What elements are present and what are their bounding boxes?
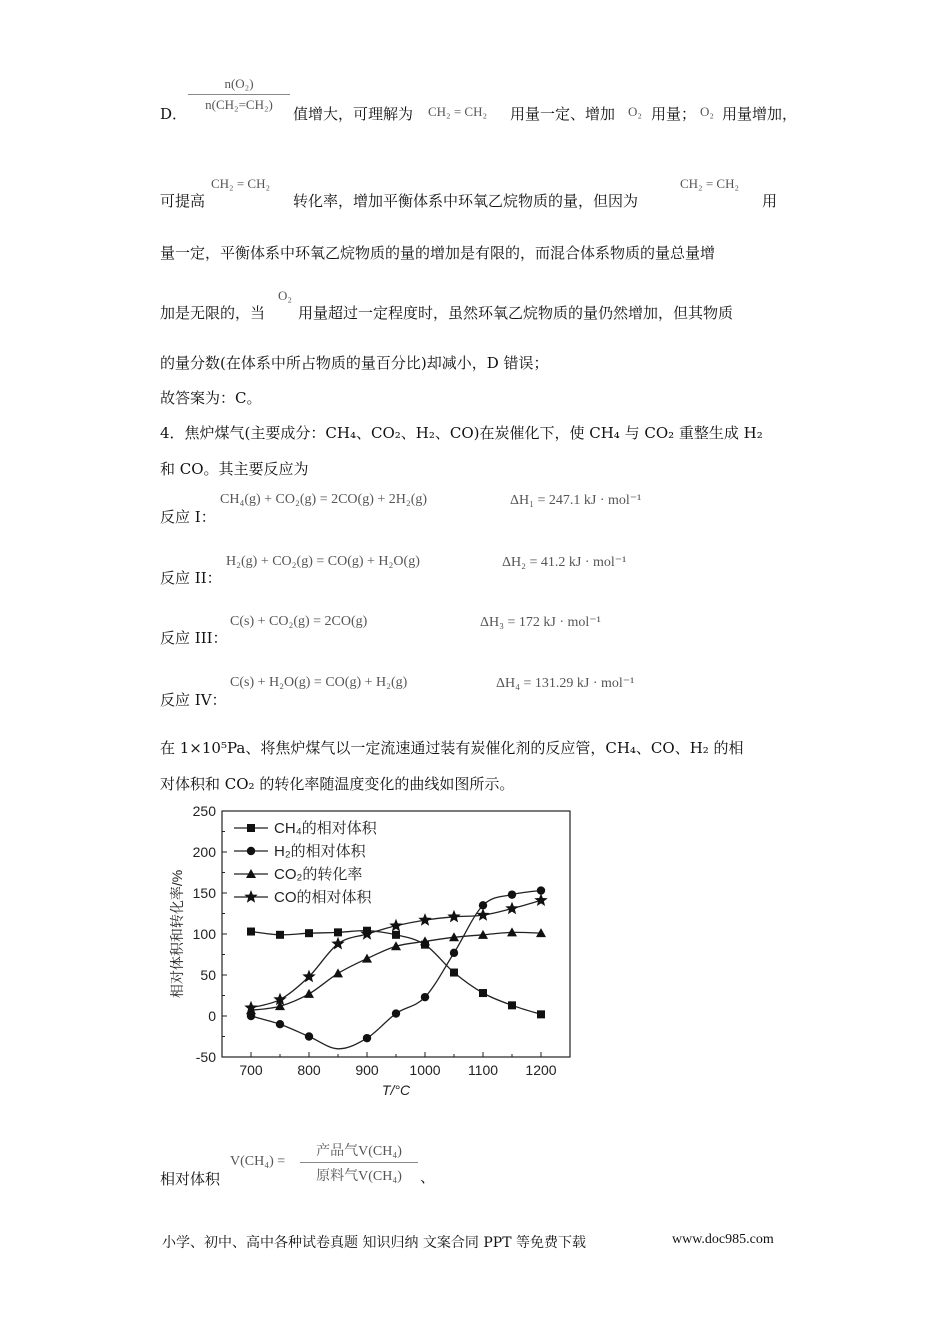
option-d-text: 用量一定、增加 xyxy=(510,105,616,123)
fraction-numerator: 产品气V(CH₄) xyxy=(316,1144,402,1159)
data-point-star xyxy=(447,910,460,923)
legend-label: CO的相对体积 xyxy=(274,889,372,906)
data-point-circle xyxy=(363,1034,371,1042)
condition-text: 在 1×10⁵Pa、将焦炉煤气以一定流速通过装有炭催化剂的反应管，CH₄、CO、H₂ 的相 xyxy=(160,739,744,757)
legend-label: CO₂的转化率 xyxy=(274,866,363,883)
fraction-denominator: n(CH₂=CH₂) xyxy=(205,97,273,112)
question-4-stem: 和 CO。其主要反应为 xyxy=(160,460,309,478)
reaction-2-label: 反应 II： xyxy=(160,569,222,587)
formula-o2: O₂ xyxy=(700,104,714,119)
reaction-1-equation: CH₄(g) + CO₂(g) = 2CO(g) + 2H₂(g) xyxy=(220,492,428,507)
legend-marker-circle xyxy=(247,847,255,855)
formula-ethylene: CH₂ = CH₂ xyxy=(211,176,271,191)
option-d-text: 加是无限的，当 xyxy=(160,304,266,322)
reaction-4-enthalpy: ΔH₄ = 131.29 kJ · mol⁻¹ xyxy=(496,676,635,691)
option-d-text: 的量分数(在体系中所占物质的量百分比)却减小，D 错误； xyxy=(160,354,549,372)
formula-o2: O₂ xyxy=(628,104,642,119)
legend-marker-star xyxy=(244,890,257,903)
definition-lhs: V(CH₄) = xyxy=(230,1154,286,1169)
reaction-1-enthalpy: ΔH₁ = 247.1 kJ · mol⁻¹ xyxy=(510,493,642,508)
series-line-3 xyxy=(251,900,541,1007)
data-point-square xyxy=(508,1001,516,1009)
data-point-circle xyxy=(392,1009,400,1017)
data-point-star xyxy=(505,902,518,915)
data-point-star xyxy=(389,919,402,932)
reaction-3-equation: C(s) + CO₂(g) = 2CO(g) xyxy=(230,614,368,629)
fraction-numerator: n(O₂) xyxy=(224,76,254,91)
data-point-square xyxy=(450,969,458,977)
answer-text: 故答案为：C。 xyxy=(160,389,262,407)
data-point-star xyxy=(360,927,373,940)
data-point-circle xyxy=(508,890,516,898)
data-point-triangle xyxy=(362,954,372,963)
x-tick-label: 800 xyxy=(297,1062,321,1078)
fraction-denominator: 原料气V(CH₄) xyxy=(316,1169,402,1184)
y-tick-label: 0 xyxy=(208,1008,216,1024)
legend-label: H₂的相对体积 xyxy=(274,843,366,860)
y-tick-label: 250 xyxy=(192,803,216,819)
y-tick-label: 150 xyxy=(192,885,216,901)
reaction-2-enthalpy: ΔH₂ = 41.2 kJ · mol⁻¹ xyxy=(502,555,627,570)
legend-label: CH₄的相对体积 xyxy=(274,820,377,837)
reaction-4-label: 反应 IV： xyxy=(160,691,227,709)
data-point-circle xyxy=(305,1032,313,1040)
y-tick-label: 200 xyxy=(192,844,216,860)
data-point-square xyxy=(392,931,400,939)
temperature-chart xyxy=(160,800,580,1100)
y-tick-label: 100 xyxy=(192,926,216,942)
footer-site-link[interactable]: www.doc985.com xyxy=(672,1232,774,1247)
option-d-text: 量一定，平衡体系中环氧乙烷物质的量的增加是有限的，而混合体系物质的量总量增 xyxy=(160,244,716,262)
formula-o2: O₂ xyxy=(278,288,292,303)
reaction-3-label: 反应 III： xyxy=(160,629,228,647)
data-point-square xyxy=(247,928,255,936)
data-point-circle xyxy=(276,1020,284,1028)
option-d-text: 用量超过一定程度时，虽然环氧乙烷物质的量仍然增加，但其物质 xyxy=(298,304,734,322)
x-tick-label: 1000 xyxy=(409,1062,441,1078)
data-point-circle xyxy=(450,949,458,957)
data-point-circle xyxy=(421,993,429,1001)
condition-text: 对体积和 CO₂ 的转化率随温度变化的曲线如图所示。 xyxy=(160,775,515,793)
option-d-label: D． xyxy=(160,105,188,123)
reaction-4-equation: C(s) + H₂O(g) = CO(g) + H₂(g) xyxy=(230,675,408,690)
y-axis-label: 相对体积和转化率/% xyxy=(169,869,185,999)
formula-ethylene: CH₂ = CH₂ xyxy=(428,104,488,119)
x-axis-label: T/°C xyxy=(381,1082,411,1098)
option-d-text: 用量增加， xyxy=(722,105,798,123)
data-point-square xyxy=(305,929,313,937)
option-d-text: 可提高 xyxy=(160,192,206,210)
legend-marker-square xyxy=(247,824,255,832)
question-4-stem: 4．焦炉煤气(主要成分：CH₄、CO₂、H₂、CO)在炭催化下，使 CH₄ 与 CO₂ 重整生成 H₂ xyxy=(160,424,763,442)
y-tick-label: -50 xyxy=(195,1049,216,1065)
relative-volume-fraction xyxy=(300,1140,418,1185)
option-d-text: 值增大，可理解为 xyxy=(293,105,414,123)
x-tick-label: 1200 xyxy=(525,1062,557,1078)
option-d-text: 转化率，增加平衡体系中环氧乙烷物质的量，但因为 xyxy=(293,192,639,210)
definition-label: 相对体积 xyxy=(160,1170,221,1188)
x-tick-label: 900 xyxy=(355,1062,379,1078)
x-tick-label: 1100 xyxy=(467,1062,499,1078)
reaction-1-label: 反应 I： xyxy=(160,508,216,526)
reaction-2-equation: H₂(g) + CO₂(g) = CO(g) + H₂O(g) xyxy=(226,554,420,569)
data-point-star xyxy=(418,913,431,926)
reaction-3-enthalpy: ΔH₃ = 172 kJ · mol⁻¹ xyxy=(480,615,601,630)
option-d-text: 用量； xyxy=(651,105,697,123)
x-tick-label: 700 xyxy=(239,1062,263,1078)
data-point-star xyxy=(534,893,547,906)
fraction-o2-over-ethylene xyxy=(188,76,290,113)
data-point-square xyxy=(479,989,487,997)
data-point-triangle xyxy=(333,968,343,977)
option-d-text: 用 xyxy=(762,192,778,210)
data-point-square xyxy=(276,931,284,939)
footer-text: 小学、初中、高中各种试卷真题 知识归纳 文案合同 PPT 等免费下载 xyxy=(162,1235,586,1251)
data-point-triangle xyxy=(304,989,314,998)
series-line-1 xyxy=(251,891,541,1049)
definition-tail: 、 xyxy=(420,1168,436,1186)
data-point-square xyxy=(334,928,342,936)
formula-ethylene: CH₂ = CH₂ xyxy=(680,176,740,191)
data-point-square xyxy=(537,1010,545,1018)
y-tick-label: 50 xyxy=(200,967,216,983)
